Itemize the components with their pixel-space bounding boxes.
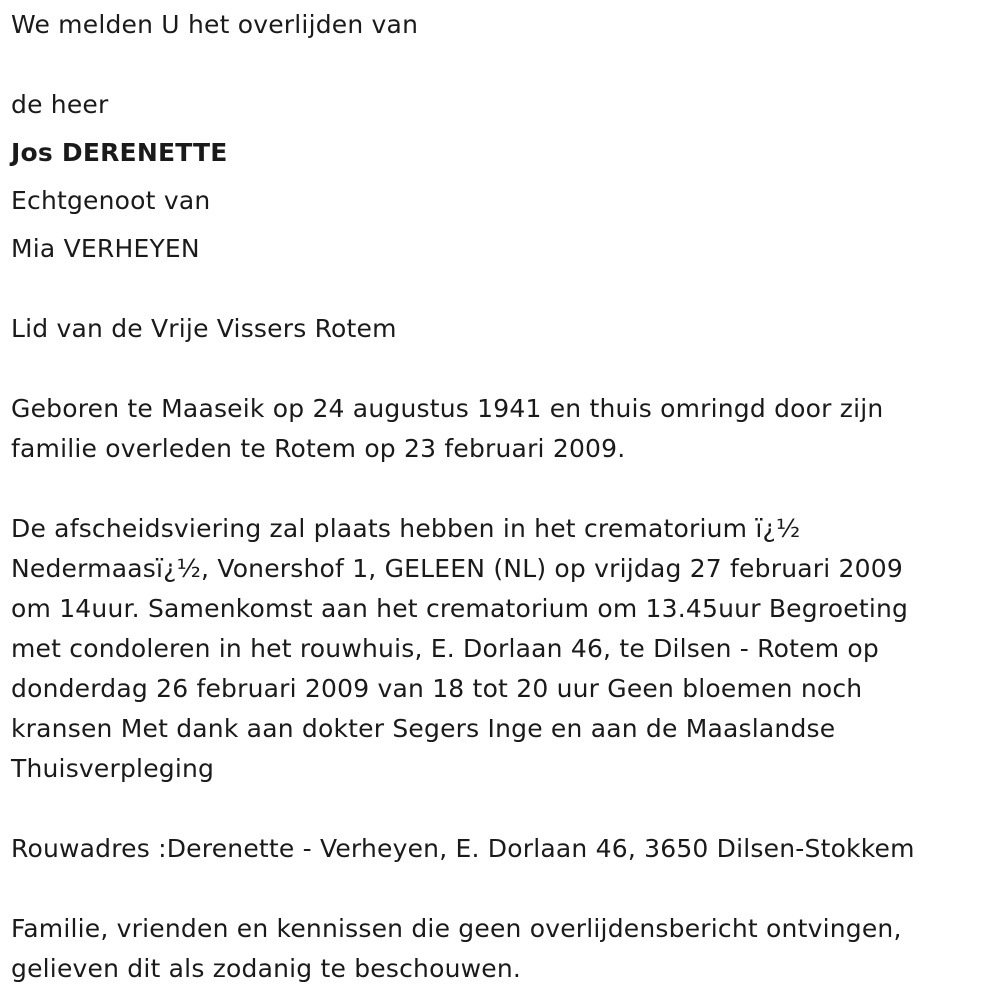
ceremony-line: Nedermaasï¿½, Vonershof 1, GELEEN (NL) op vrijdag 27 februari 2009 [11, 554, 903, 583]
spouse-label: Echtgenoot van [11, 186, 211, 215]
ceremony-line: De afscheidsviering zal plaats hebben in het crematorium ï¿½ [11, 514, 801, 543]
death-notice [11, 0, 986, 989]
closing-line: gelieven dit als zodanig te beschouwen. [11, 954, 522, 983]
spacer [11, 221, 986, 229]
deceased-name: Jos DERENETTE [11, 138, 228, 167]
birth-death-line: Geboren te Maaseik op 24 augustus 1941 en thuis omringd door zijn [11, 394, 884, 423]
spacer [11, 173, 986, 181]
birth-death-line: familie overleden te Rotem op 23 februari 2009. [11, 434, 626, 463]
ceremony-line: om 14uur. Samenkomst aan het crematorium om 13.45uur Begroeting [11, 594, 909, 623]
closing-line: Familie, vrienden en kennissen die geen overlijdensbericht ontvingen, [11, 914, 902, 943]
ceremony-line: kransen Met dank aan dokter Segers Inge en aan de Maaslandse [11, 714, 836, 743]
funeral-address: Rouwadres :Derenette - Verheyen, E. Dorlaan 46, 3650 Dilsen-Stokkem [11, 834, 915, 863]
spacer [11, 469, 986, 509]
spacer [11, 789, 986, 829]
spacer [11, 45, 986, 85]
intro-text: We melden U het overlijden van [11, 10, 419, 39]
spacer [11, 125, 986, 133]
ceremony-line: donderdag 26 februari 2009 van 18 tot 20 uur Geen bloemen noch [11, 674, 863, 703]
spacer [11, 269, 986, 309]
spacer [11, 869, 986, 909]
ceremony-line: Thuisverpleging [11, 754, 215, 783]
spacer [11, 349, 986, 389]
title-prefix: de heer [11, 90, 109, 119]
spouse-name: Mia VERHEYEN [11, 234, 200, 263]
membership-text: Lid van de Vrije Vissers Rotem [11, 314, 397, 343]
ceremony-line: met condoleren in het rouwhuis, E. Dorlaan 46, te Dilsen - Rotem op [11, 634, 879, 663]
